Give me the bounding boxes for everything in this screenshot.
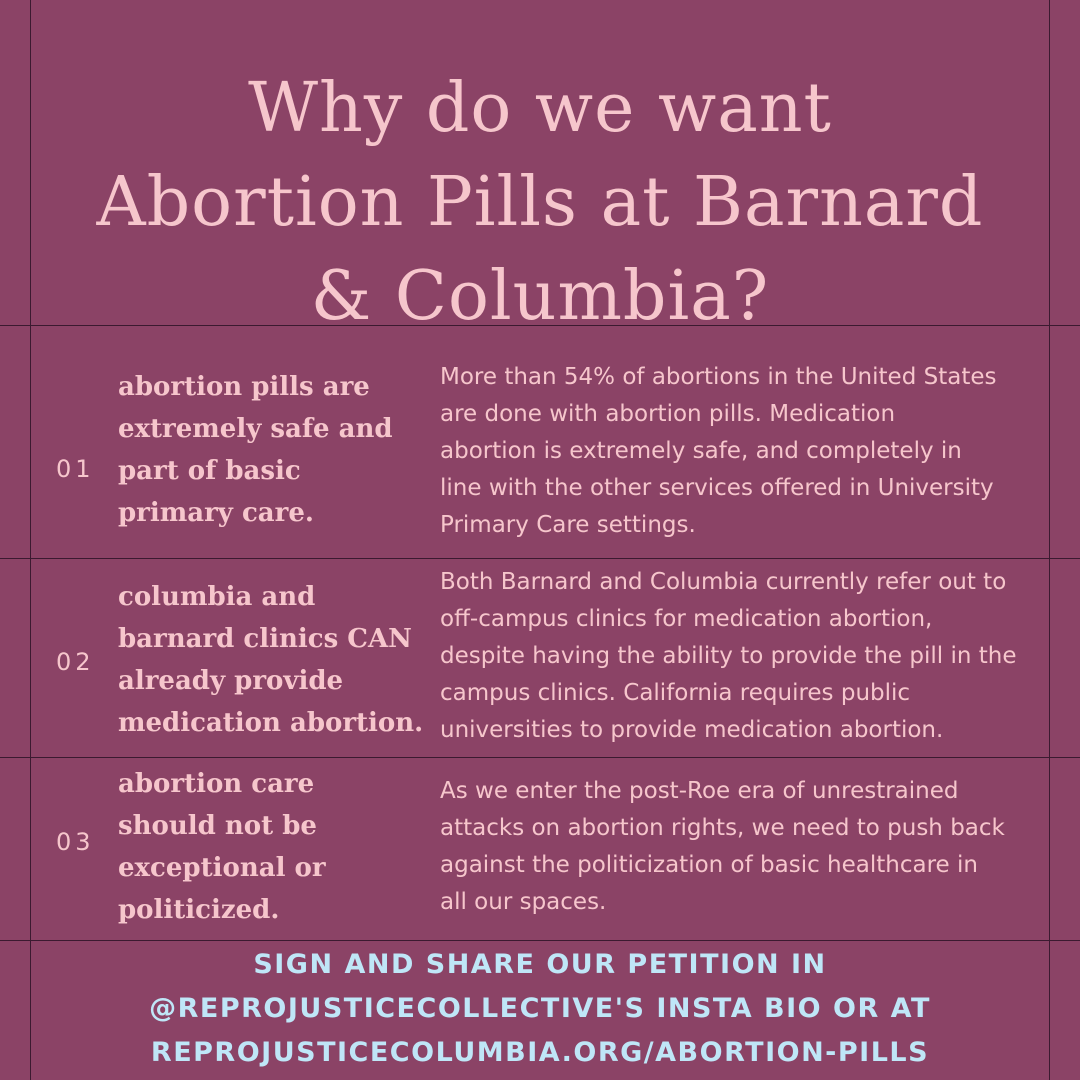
item-number: 03 [56, 828, 95, 856]
body-line: Primary Care settings. [440, 512, 696, 538]
heading-line: politicized. [118, 895, 280, 925]
heading-line: primary care. [118, 498, 314, 528]
page-title [40, 62, 1040, 344]
body-line: More than 54% of abortions in the United States [440, 364, 997, 390]
item-body [440, 564, 1060, 749]
heading-line: exceptional or [118, 853, 326, 883]
divider-item-2 [0, 757, 1080, 758]
body-line: are done with abortion pills. Medication [440, 401, 896, 427]
item-heading [118, 576, 433, 744]
item-body [440, 359, 1060, 544]
divider-item-1 [0, 558, 1080, 559]
title-line: Why do we want [248, 69, 832, 148]
item-body [440, 773, 1060, 921]
heading-line: extremely safe and [118, 414, 393, 444]
item-number: 02 [56, 648, 95, 676]
body-line: universities to provide medication abortion. [440, 717, 944, 743]
cta-line: REPROJUSTICECOLUMBIA.ORG/ABORTION-PILLS [150, 1037, 930, 1068]
item-number: 01 [56, 455, 95, 483]
heading-line: should not be [118, 811, 317, 841]
body-line: As we enter the post-Roe era of unrestrained [440, 778, 959, 804]
heading-line: abortion pills are [118, 372, 370, 402]
body-line: attacks on abortion rights, we need to push back [440, 815, 1005, 841]
body-line: abortion is extremely safe, and completely in [440, 438, 962, 464]
cta-line: @REPROJUSTICECOLLECTIVE'S INSTA BIO OR AT [149, 993, 931, 1024]
cta-line: SIGN AND SHARE OUR PETITION IN [253, 949, 827, 980]
heading-line: barnard clinics CAN [118, 624, 412, 654]
item-heading [118, 366, 433, 534]
heading-line: columbia and [118, 582, 316, 612]
petition-call-to-action [0, 943, 1080, 1075]
divider-item-3 [0, 940, 1080, 941]
body-line: campus clinics. California requires public [440, 680, 911, 706]
body-line: against the politicization of basic healthcare in [440, 852, 978, 878]
heading-line: medication abortion. [118, 708, 424, 738]
grid-line-left [30, 0, 31, 1080]
title-line: Abortion Pills at Barnard [96, 163, 984, 242]
body-line: off-campus clinics for medication abortion, [440, 606, 933, 632]
heading-line: part of basic [118, 456, 301, 486]
body-line: Both Barnard and Columbia currently refer out to [440, 569, 1007, 595]
heading-line: abortion care [118, 769, 315, 799]
body-line: all our spaces. [440, 889, 607, 915]
body-line: line with the other services offered in University [440, 475, 994, 501]
title-line: & Columbia? [310, 257, 770, 336]
body-line: despite having the ability to provide the pill in the [440, 643, 1017, 669]
heading-line: already provide [118, 666, 344, 696]
item-heading [118, 763, 433, 931]
